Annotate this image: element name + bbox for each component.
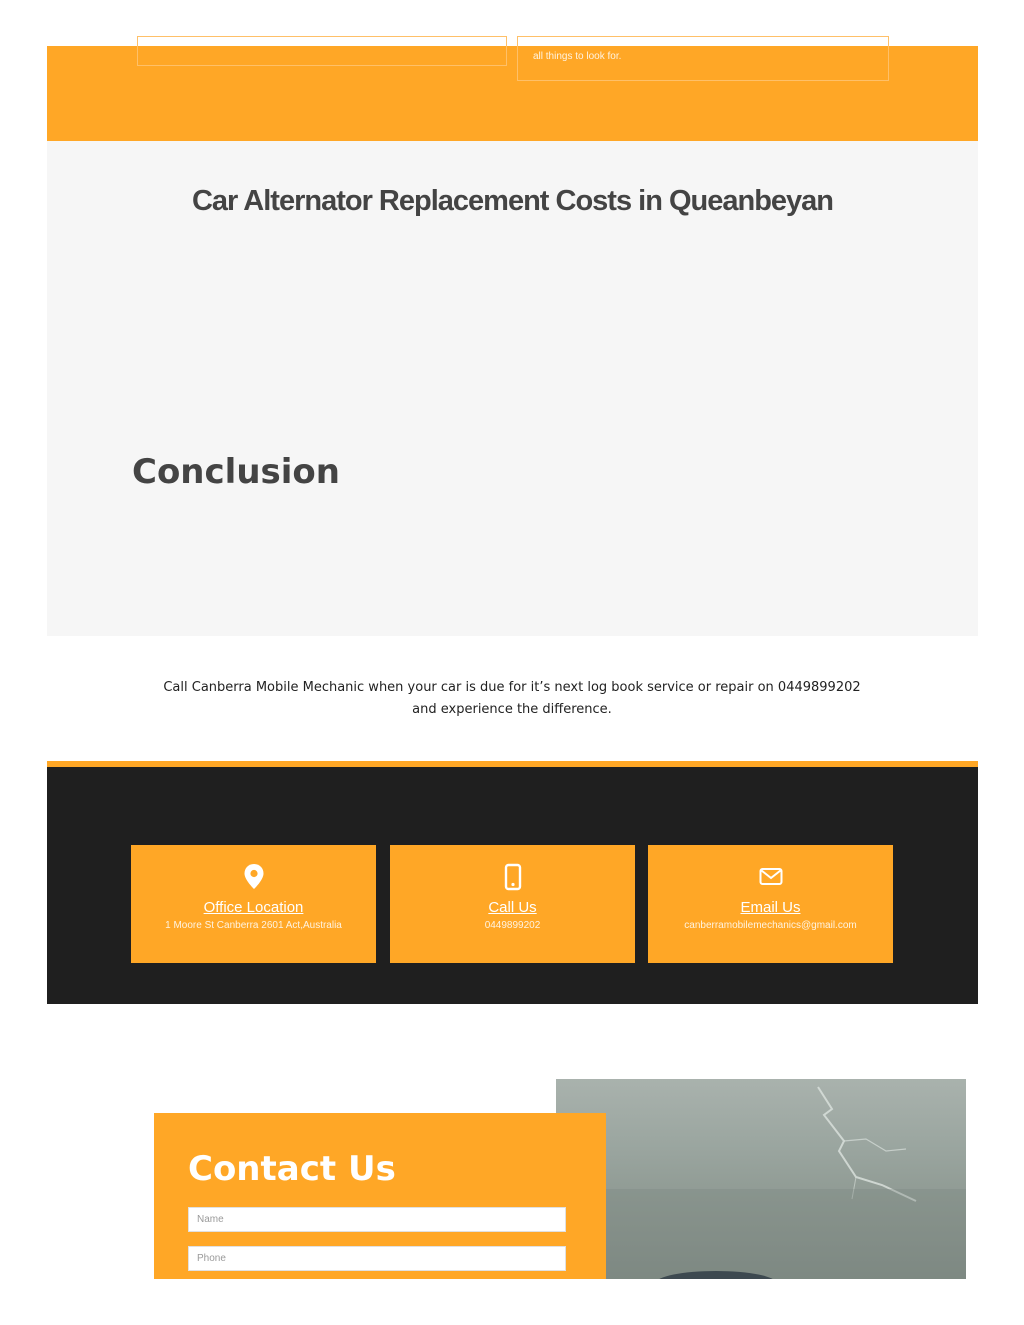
phone-input[interactable] <box>188 1246 566 1271</box>
article-section <box>47 141 978 636</box>
office-address: 1 Moore St Canberra 2601 Act,Australia <box>165 920 342 931</box>
call-us-card <box>390 845 635 963</box>
cta-line-1: Call Canberra Mobile Mechanic when your car is due for it’s next log book service or repair on 0449899202 <box>163 680 861 695</box>
office-location-link[interactable]: Office Location <box>203 899 304 916</box>
top-orange-band <box>47 46 978 141</box>
storm-sky-photo <box>556 1079 966 1279</box>
section-heading: Car Alternator Replacement Costs in Queanbeyan <box>191 185 834 217</box>
email-us-link[interactable]: Email Us <box>740 899 801 916</box>
name-input[interactable] <box>188 1207 566 1232</box>
call-us-link[interactable]: Call Us <box>488 899 537 916</box>
email-us-card <box>648 845 893 963</box>
contact-title: Contact Us <box>188 1149 396 1189</box>
conclusion-heading: Conclusion <box>132 452 340 492</box>
call-to-action <box>120 677 904 721</box>
cta-line-2: and experience the difference. <box>412 702 612 717</box>
phone-number: 0449899202 <box>484 920 541 931</box>
service-card-left <box>137 36 507 66</box>
email-address: canberramobilemechanics@gmail.com <box>684 920 857 931</box>
service-card-right-text: all things to look for. <box>533 51 622 62</box>
contact-form-panel <box>154 1113 606 1279</box>
mobile-phone-icon <box>501 863 525 891</box>
office-location-card <box>131 845 376 963</box>
lightning-graphic <box>556 1079 966 1279</box>
map-pin-icon <box>242 863 266 891</box>
contact-info-section <box>47 761 978 1004</box>
envelope-icon <box>759 863 783 891</box>
